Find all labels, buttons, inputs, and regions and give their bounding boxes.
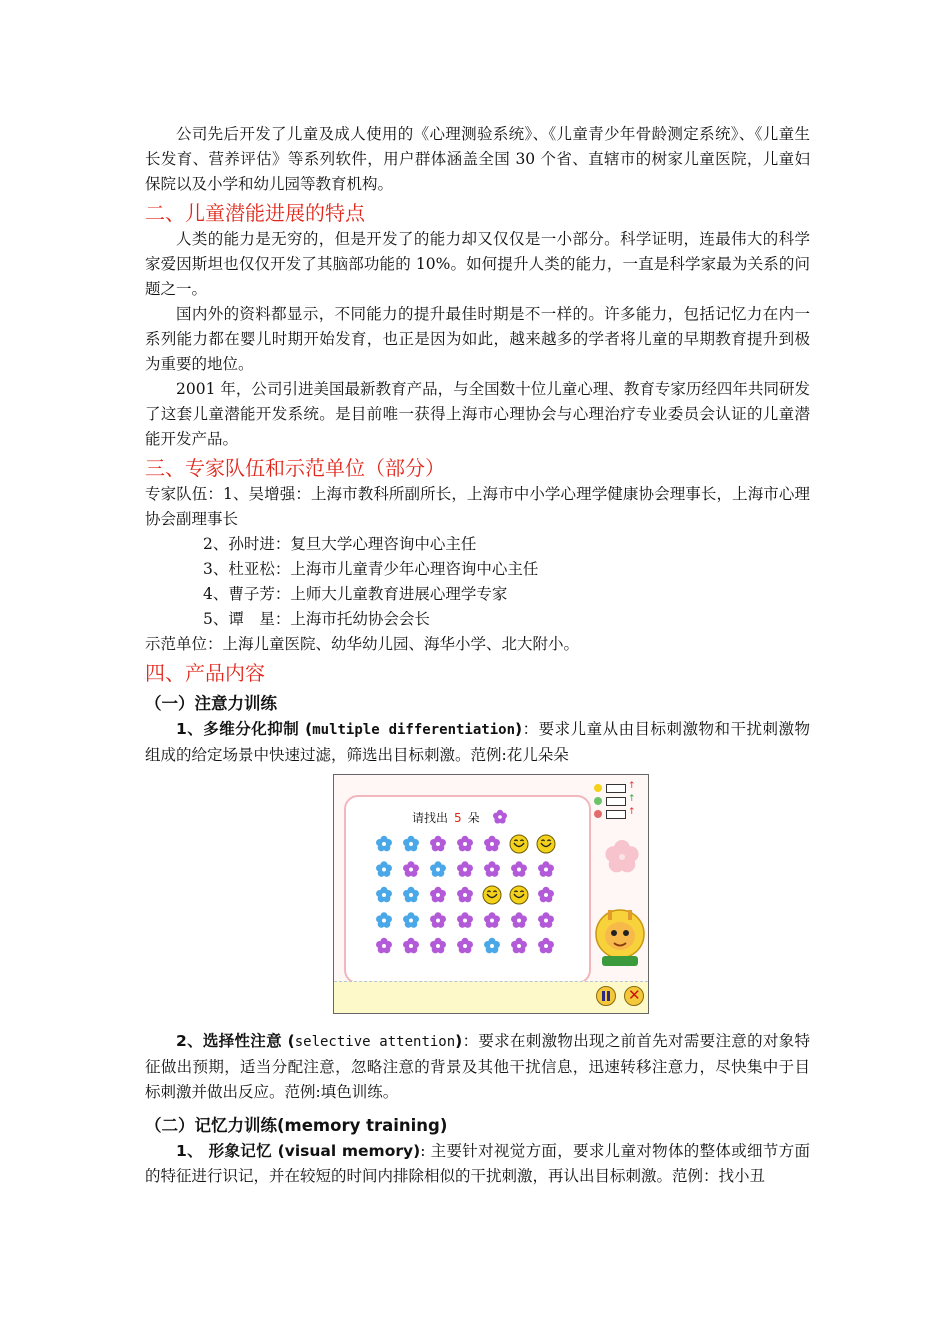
purple-flower-icon[interactable] bbox=[511, 861, 527, 877]
decorative-blossom-icon bbox=[602, 837, 642, 877]
purple-flower-icon[interactable] bbox=[538, 912, 554, 928]
item-visual-memory bbox=[145, 1139, 810, 1189]
purple-flower-icon[interactable] bbox=[457, 836, 473, 852]
game-board bbox=[344, 795, 591, 984]
purple-flower-icon[interactable] bbox=[457, 887, 473, 903]
section2-paragraph-2: 国内外的资料都显示，不同能力的提升最佳时期是不一样的。许多能力，包括记忆力在内一系列能力都在婴儿时期开始发育，也正是因为如此，越来越多的学者将儿童的早期教育提升到极为重要的地位。 bbox=[145, 305, 810, 373]
blue-flower-icon[interactable] bbox=[403, 912, 419, 928]
pause-button[interactable] bbox=[596, 986, 616, 1006]
blue-flower-icon[interactable] bbox=[484, 938, 500, 954]
game-prompt bbox=[412, 809, 508, 826]
purple-flower-icon[interactable] bbox=[376, 938, 392, 954]
purple-flower-icon[interactable] bbox=[457, 912, 473, 928]
purple-flower-icon[interactable] bbox=[538, 861, 554, 877]
blue-flower-icon[interactable] bbox=[376, 861, 392, 877]
blue-flower-icon[interactable] bbox=[430, 861, 446, 877]
smiley-face-icon[interactable] bbox=[510, 835, 528, 853]
expert-line-1: 专家队伍：1、吴增强：上海市教科所副所长，上海市中小学心理学健康协会理事长，上海市心理协会副理事长 bbox=[145, 485, 810, 528]
smiley-face-icon[interactable] bbox=[483, 886, 501, 904]
section-heading-3: 三、专家队伍和示范单位（部分） bbox=[145, 456, 445, 480]
purple-flower-icon[interactable] bbox=[484, 912, 500, 928]
purple-flower-icon[interactable] bbox=[457, 861, 473, 877]
item2-term: selective attention bbox=[294, 1034, 456, 1050]
game-target-count: 5 bbox=[454, 811, 462, 825]
close-icon: ✕ bbox=[628, 986, 641, 1004]
expert-line-5: 5、谭 星：上海市托幼协会会长 bbox=[203, 610, 430, 628]
subsection-memory: （二）记忆力训练(memory training) bbox=[145, 1116, 448, 1135]
purple-flower-icon[interactable] bbox=[538, 887, 554, 903]
document-page bbox=[145, 122, 810, 1189]
purple-flower-icon[interactable] bbox=[430, 887, 446, 903]
blue-flower-icon[interactable] bbox=[403, 887, 419, 903]
flower-grid bbox=[374, 833, 564, 963]
target-flower-icon bbox=[492, 809, 508, 825]
purple-flower-icon[interactable] bbox=[430, 836, 446, 852]
purple-flower-icon[interactable] bbox=[430, 938, 446, 954]
smiley-face-icon[interactable] bbox=[537, 835, 555, 853]
section-heading-2: 二、儿童潜能进展的特点 bbox=[145, 201, 365, 225]
expert-line-2: 2、孙时进：复旦大学心理咨询中心主任 bbox=[203, 535, 477, 553]
flower-game-screenshot: 请找出 5 朵 ↑ ↑ ↑ ✕ bbox=[333, 774, 649, 1014]
item1-title-end: ) bbox=[515, 720, 523, 738]
item-multiple-differentiation bbox=[145, 717, 810, 768]
item2-text: ：要求在刺激物出现之前首先对需要注意的对象特征做出预期，适当分配注意，忽略注意的背景及其他干扰信息，迅速转移注意力，尽快集中于目标刺激并做出反应。范例:填色训练。 bbox=[145, 1032, 810, 1101]
purple-flower-icon[interactable] bbox=[430, 912, 446, 928]
expert-line-4: 4、曹子芳：上师大儿童教育进展心理学专家 bbox=[203, 585, 508, 603]
expert-line-3: 3、杜亚松：上海市儿童青少年心理咨询中心主任 bbox=[203, 560, 539, 578]
purple-flower-icon[interactable] bbox=[511, 912, 527, 928]
game-prompt-text: 请找出 bbox=[412, 811, 449, 825]
smiley-face-icon[interactable] bbox=[510, 886, 528, 904]
subsection-attention: （一）注意力训练 bbox=[145, 694, 277, 713]
item3-title: 1、 形象记忆 (visual memory) bbox=[176, 1142, 421, 1160]
game-unit: 朵 bbox=[467, 811, 480, 825]
giraffe-mascot-icon bbox=[594, 900, 646, 970]
purple-flower-icon[interactable] bbox=[403, 861, 419, 877]
purple-flower-icon[interactable] bbox=[484, 836, 500, 852]
section2-paragraph-1: 人类的能力是无穷的，但是开发了的能力却又仅仅是一小部分。科学证明，连最伟大的科学家爱因斯坦也仅仅开发了其脑部功能的 10%。如何提升人类的能力，一直是科学家最为关系的问题之一。 bbox=[145, 230, 810, 298]
blue-flower-icon[interactable] bbox=[376, 887, 392, 903]
purple-flower-icon[interactable] bbox=[457, 938, 473, 954]
demo-units: 示范单位：上海儿童医院、幼华幼儿园、海华小学、北大附小。 bbox=[145, 635, 580, 653]
blue-flower-icon[interactable] bbox=[376, 912, 392, 928]
blue-flower-icon[interactable] bbox=[376, 836, 392, 852]
purple-flower-icon[interactable] bbox=[484, 861, 500, 877]
purple-flower-icon[interactable] bbox=[403, 938, 419, 954]
item2-title: 2、选择性注意 ( bbox=[176, 1032, 295, 1050]
intro-paragraph: 公司先后开发了儿童及成人使用的《心理测验系统》、《儿童青少年骨龄测定系统》、《儿童生长发育、营养评估》等系列软件，用户群体涵盖全国 30 个省、直辖市的树家儿童医院，儿童妇保院以及小学和幼儿园等教育机构。 bbox=[145, 125, 810, 193]
item1-text: ：要求儿童从由目标刺激物和干扰刺激物组成的给定场景中快速过滤，筛选出目标刺激。范例:花儿朵朵 bbox=[145, 720, 810, 764]
close-button[interactable] bbox=[624, 986, 644, 1006]
section-heading-4: 四、产品内容 bbox=[145, 661, 265, 685]
section2-paragraph-3: 2001 年，公司引进美国最新教育产品，与全国数十位儿童心理、教育专家历经四年共同研发了这套儿童潜能开发系统。是目前唯一获得上海市心理协会与心理治疗专业委员会认证的儿童潜能开发产品。 bbox=[145, 380, 810, 448]
game-figure bbox=[145, 774, 810, 1019]
purple-flower-icon[interactable] bbox=[538, 938, 554, 954]
item1-term: multiple differentiation bbox=[312, 722, 516, 738]
purple-flower-icon[interactable] bbox=[511, 938, 527, 954]
item1-title: 1、多维分化抑制 ( bbox=[176, 720, 313, 738]
item-selective-attention bbox=[145, 1029, 810, 1105]
item2-title-end: ) bbox=[455, 1032, 463, 1050]
blue-flower-icon[interactable] bbox=[403, 836, 419, 852]
item3-text: : 主要针对视觉方面，要求儿童对物体的整体或细节方面的特征进行识记，并在较短的时间内排除相似的干扰刺激，再认出目标刺激。范例：找小丑 bbox=[145, 1142, 810, 1185]
